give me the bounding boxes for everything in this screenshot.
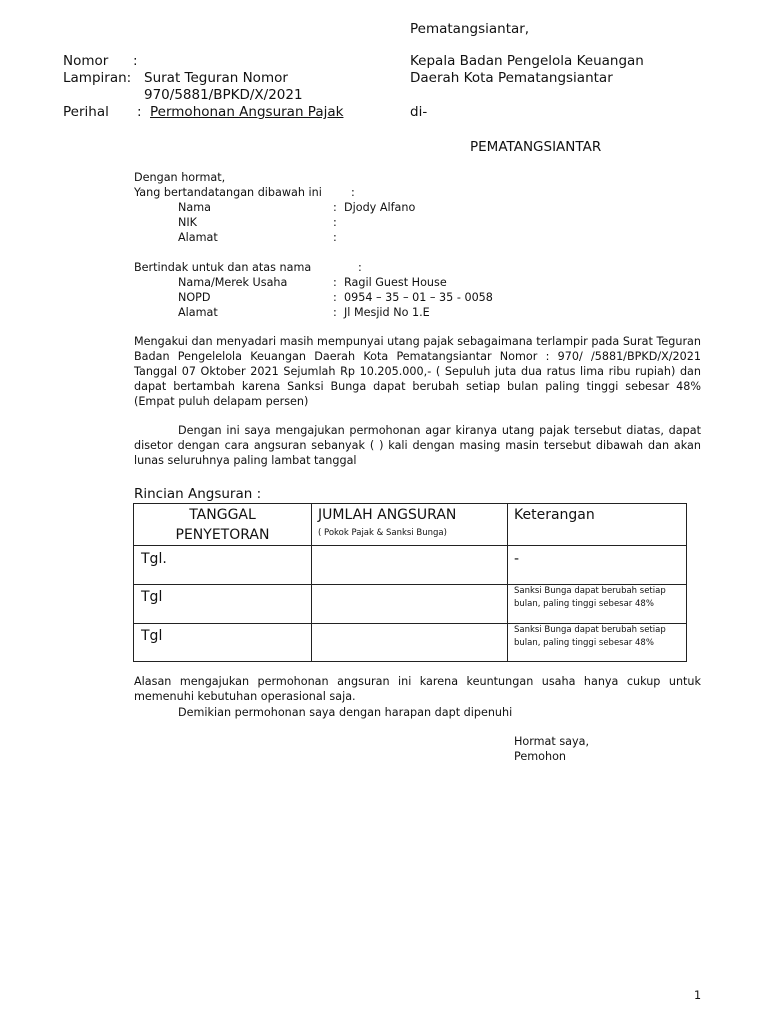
business-name-value: Ragil Guest House xyxy=(344,276,447,289)
business-name-label: Nama/Merek Usaha xyxy=(178,276,288,289)
recipient-line1: Kepala Badan Pengelola Keuangan xyxy=(410,53,644,69)
lampiran-label: Lampiran: xyxy=(63,70,132,86)
applicant-nik-label: NIK xyxy=(178,216,198,229)
salutation: Dengan hormat, xyxy=(134,171,226,184)
row-tanggal: Tgl. xyxy=(134,546,312,585)
acting-for-text: Bertindak untuk dan atas nama xyxy=(134,261,312,274)
header-jumlah-title: JUMLAH ANGSURAN xyxy=(318,507,457,523)
signoff-applicant: Pemohon xyxy=(514,750,566,763)
applicant-name-label: Nama xyxy=(178,201,211,214)
intro-colon: : xyxy=(351,186,355,199)
row-keterangan: Sanksi Bunga dapat berubah setiap bulan, paling tinggi sebesar 48% xyxy=(508,585,687,624)
applicant-name-colon: : xyxy=(333,201,337,214)
intro-text: Yang bertandatangan dibawah ini xyxy=(134,186,322,199)
business-nopd-value: 0954 – 35 – 01 – 35 - 0058 xyxy=(344,291,493,304)
header-keterangan-title: Keterangan xyxy=(514,507,595,523)
row-jumlah xyxy=(312,546,508,585)
business-address-label: Alamat xyxy=(178,306,218,319)
header-tanggal xyxy=(134,504,312,546)
nomor-colon: : xyxy=(133,53,138,69)
perihal-value: Permohonan Angsuran Pajak xyxy=(150,104,344,120)
signoff-regards: Hormat saya, xyxy=(514,735,590,748)
table-row xyxy=(134,546,687,585)
row-keterangan: - xyxy=(508,546,687,585)
applicant-address-label: Alamat xyxy=(178,231,218,244)
row-jumlah xyxy=(312,585,508,624)
perihal-label: Perihal xyxy=(63,104,109,120)
header-jumlah-sub: ( Pokok Pajak & Sanksi Bunga) xyxy=(318,528,447,538)
recipient-city: PEMATANGSIANTAR xyxy=(470,139,602,155)
row-tanggal: Tgl xyxy=(134,624,312,662)
page-number: 1 xyxy=(694,989,702,1002)
row-jumlah xyxy=(312,624,508,662)
header-tanggal-line2: PENYETORAN xyxy=(175,527,270,543)
perihal-colon: : xyxy=(137,104,142,120)
lampiran-value-line2: 970/5881/BPKD/X/2021 xyxy=(144,87,303,103)
rincian-title: Rincian Angsuran : xyxy=(134,486,262,502)
closing-line: Demikian permohonan saya dengan harapan dapt dipenuhi xyxy=(178,706,513,719)
table-row xyxy=(134,624,687,662)
installment-table xyxy=(133,503,687,662)
paragraph-debt-acknowledgement: Mengakui dan menyadari masih mempunyai utang pajak sebagaimana terlampir pada Surat Teguran Badan Pengelelola Keuangan Daerah Kota Pematangsiantar Nomor : 970/ /5881/BPKD/X/2021 Tanggal 07 Oktober 2021 Sejumlah Rp 10.205.000,- ( Sepuluh juta dua ratus lima ribu rupiah) dan dapat bertambah karena Sanksi Bunga dapat berubah setiap bulan paling tinggi sebesar 48% (Empat puluh delapam persen) xyxy=(134,335,701,408)
recipient-di: di- xyxy=(410,104,428,120)
place-date: Pematangsiantar, xyxy=(410,21,530,37)
header-tanggal-line1: TANGGAL xyxy=(189,507,256,523)
nomor-label: Nomor xyxy=(63,53,109,69)
table-header-row xyxy=(134,504,687,546)
business-name-colon: : xyxy=(333,276,337,289)
paragraph-installment-request: Dengan ini saya mengajukan permohonan agar kiranya utang pajak tersebut diatas, dapat disetor dengan cara angsuran sebanyak ( ) kali dengan masing masin tersebut dibawah dan akan lunas seluruhnya paling lambat tanggal xyxy=(134,424,701,467)
lampiran-value-line1: Surat Teguran Nomor xyxy=(144,70,288,86)
row-keterangan: Sanksi Bunga dapat berubah setiap bulan, paling tinggi sebesar 48% xyxy=(508,624,687,662)
business-address-colon: : xyxy=(333,306,337,319)
business-address-value: Jl Mesjid No 1.E xyxy=(344,306,430,319)
acting-for-colon: : xyxy=(358,261,362,274)
applicant-nik-colon: : xyxy=(333,216,337,229)
table-row xyxy=(134,585,687,624)
applicant-name-value: Djody Alfano xyxy=(344,201,416,214)
row-tanggal: Tgl xyxy=(134,585,312,624)
business-nopd-colon: : xyxy=(333,291,337,304)
header-keterangan xyxy=(508,504,687,546)
applicant-address-colon: : xyxy=(333,231,337,244)
business-nopd-label: NOPD xyxy=(178,291,211,304)
paragraph-reason: Alasan mengajukan permohonan angsuran ini karena keuntungan usaha hanya cukup untuk memenuhi kebutuhan operasional saja. xyxy=(134,675,701,703)
header-jumlah xyxy=(312,504,508,546)
recipient-line2: Daerah Kota Pematangsiantar xyxy=(410,70,613,86)
